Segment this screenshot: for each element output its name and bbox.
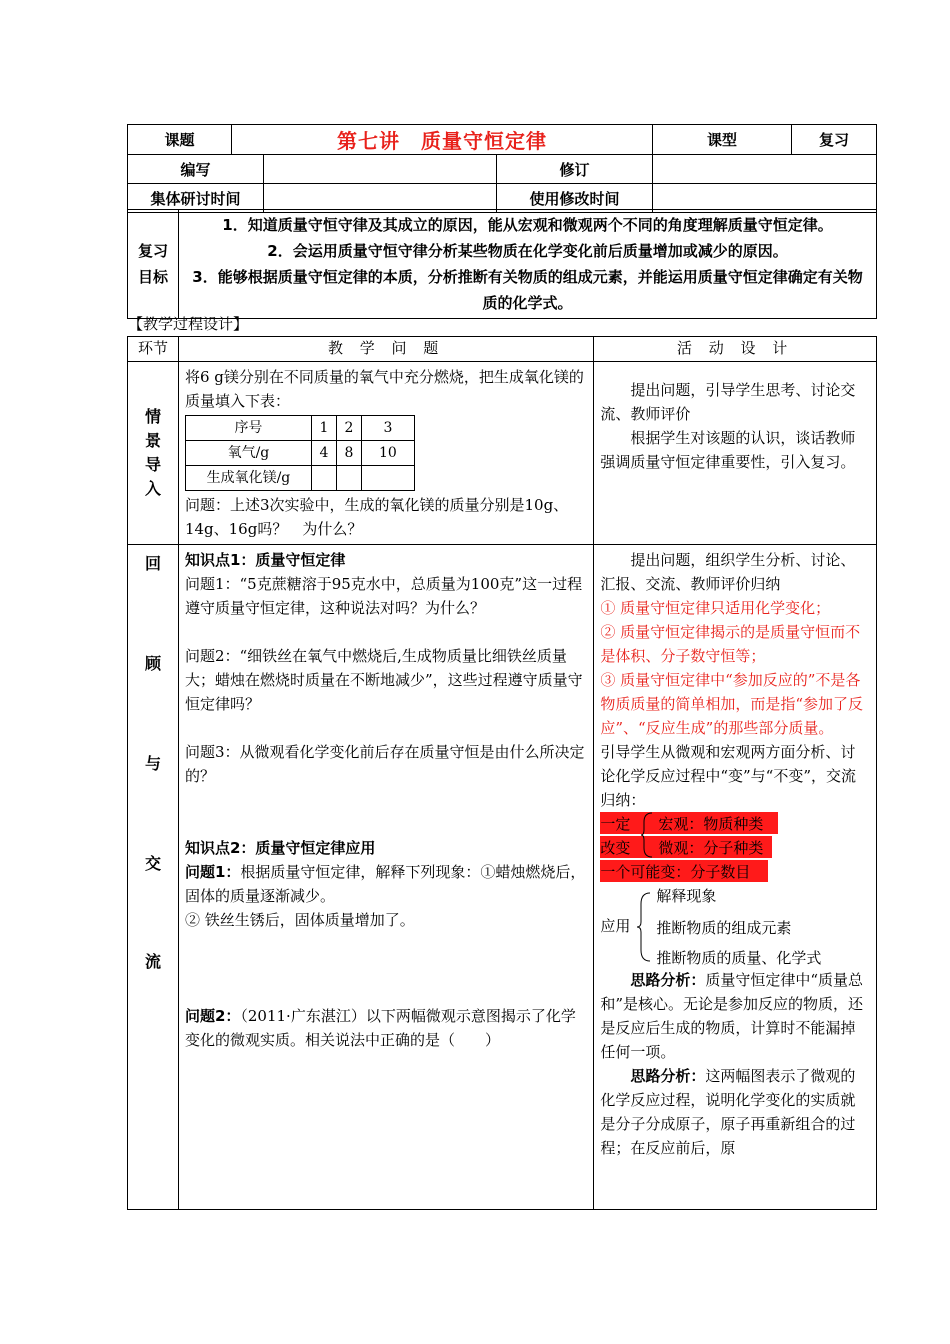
spacer bbox=[185, 932, 587, 1004]
act-red-3: ③ 质量守恒定律中“参加反应的”不是各物质质量的简单相加，而是指“参加了反应”、“反应生成”的那些部分质量。 bbox=[600, 671, 863, 737]
mg-td: 8 bbox=[336, 441, 361, 466]
design-section-title: 【教学过程设计】 bbox=[128, 315, 249, 333]
act-guide: 引导学生从微观和宏观两方面分析、讨论化学反应过程中“变”与“不变”，交流归纳： bbox=[600, 743, 857, 809]
review-label-char: 顾 bbox=[144, 654, 161, 673]
mg-td bbox=[311, 466, 336, 491]
kp2-q1 bbox=[185, 860, 587, 908]
subject-label: 课题 bbox=[128, 125, 232, 155]
intro-activity-2: 根据学生对该题的认识，谈话教师强调质量守恒定律重要性，引入复习。 bbox=[600, 429, 856, 471]
analysis-label-1: 思路分析： bbox=[630, 971, 706, 989]
revise-label: 修订 bbox=[497, 155, 653, 184]
act-intro: 提出问题，组织学生分析、讨论、汇报、交流、教师评价归纳 bbox=[600, 551, 856, 593]
review-label bbox=[128, 545, 179, 1210]
review-label-char: 交 bbox=[144, 854, 161, 873]
intro-activity-cell bbox=[594, 362, 877, 545]
mg-th: 序号 bbox=[185, 416, 311, 441]
use-time-label: 使用修改时间 bbox=[497, 184, 653, 213]
mg-td: 生成氧化镁/g bbox=[185, 466, 311, 491]
spacer bbox=[185, 716, 587, 740]
mg-td: 10 bbox=[361, 441, 414, 466]
spacer bbox=[185, 788, 587, 836]
type-value: 复习 bbox=[792, 125, 877, 155]
apply-2: 推断物质的组成元素 bbox=[656, 919, 792, 937]
analysis-2: 这两幅图表示了微观的化学反应过程，说明化学变化的实质就是分子分成原子，原子再重新组合的过程；在反应前后，原 bbox=[600, 1067, 856, 1157]
goal-item: 2．会运用质量守恒守律分析某些物质在化学变化前后质量增加或减少的原因。 bbox=[267, 242, 788, 260]
apply-bracket bbox=[600, 884, 870, 968]
brace-icon bbox=[640, 812, 654, 858]
kp2-q1b: ② 铁丝生锈后，固体质量增加了。 bbox=[184, 911, 415, 929]
goals-table bbox=[127, 209, 877, 319]
kp1-q3: 问题3：从微观看化学变化前后存在质量守恒是由什么所决定的？ bbox=[184, 743, 585, 785]
mg-th: 1 bbox=[311, 416, 336, 441]
intro-question: 问题：上述3次实验中，生成的氧化镁的质量分别是10g、14g、16g吗？ 为什么？ bbox=[184, 496, 569, 538]
intro-label-char: 导 bbox=[144, 455, 161, 474]
act-red-2: ② 质量守恒定律揭示的是质量守恒而不是体积、分子数守恒等； bbox=[600, 623, 861, 665]
group-time-label: 集体研讨时间 bbox=[128, 184, 264, 213]
bracket-2-left: 改变 bbox=[600, 839, 631, 857]
bracket-3: 一个可能变：分子数目 bbox=[600, 863, 751, 881]
intro-label bbox=[128, 362, 179, 545]
kp2-q2-text: （2011·广东湛江）以下两幅微观示意图揭示了化学变化的微观实质。相关说法中正确的是（ ） bbox=[184, 1007, 576, 1049]
goals-label-line2: 目标 bbox=[137, 268, 168, 286]
review-label-char: 与 bbox=[144, 754, 161, 773]
kp2-q1-text: 根据质量守恒定律，解释下列现象：①蜡烛燃烧后，固体的质量逐渐减少。 bbox=[184, 863, 586, 905]
mg-td bbox=[361, 466, 414, 491]
col-question: 教 学 问 题 bbox=[178, 337, 593, 362]
revise-value bbox=[653, 155, 877, 184]
kp2-q1-label: 问题1： bbox=[184, 863, 241, 881]
kp2-q2 bbox=[185, 1004, 587, 1052]
col-activity: 活 动 设 计 bbox=[594, 337, 877, 362]
goals-label bbox=[128, 210, 179, 319]
intro-label-char: 景 bbox=[144, 431, 161, 450]
mg-th: 3 bbox=[361, 416, 414, 441]
analysis-label-2: 思路分析： bbox=[630, 1067, 706, 1085]
lesson-title: 第七讲 质量守恒定律 bbox=[232, 125, 653, 155]
lesson-header-table bbox=[127, 124, 877, 213]
analysis-1: 质量守恒定律中“质量总和”是核心。无论是参加反应的物质，还是反应后生成的物质，计算时不能漏掉任何一项。 bbox=[600, 971, 864, 1061]
process-table bbox=[127, 336, 877, 1210]
kp2-q2-label: 问题2： bbox=[184, 1007, 241, 1025]
brace-icon bbox=[636, 892, 652, 962]
goal-item: 3．能够根据质量守恒定律的本质，分析推断有关物质的组成元素，并能运用质量守恒定律确定有关物质的化学式。 bbox=[192, 268, 863, 312]
intro-question-cell bbox=[178, 362, 593, 545]
author-value bbox=[264, 155, 497, 184]
mg-td: 4 bbox=[311, 441, 336, 466]
change-bracket bbox=[600, 812, 870, 884]
intro-label-char: 入 bbox=[144, 479, 161, 498]
apply-label: 应用 bbox=[600, 917, 631, 935]
review-activity-cell bbox=[594, 545, 877, 1210]
review-label-char: 回 bbox=[144, 554, 161, 573]
intro-text: 将6 g镁分别在不同质量的氧气中充分燃烧，把生成氧化镁的质量填入下表： bbox=[184, 368, 584, 410]
mg-td bbox=[336, 466, 361, 491]
type-label: 课型 bbox=[653, 125, 792, 155]
mg-th: 2 bbox=[336, 416, 361, 441]
kp2-title: 知识点2：质量守恒定律应用 bbox=[184, 839, 376, 857]
mg-table bbox=[185, 415, 415, 491]
kp1-q2: 问题2：“细铁丝在氧气中燃烧后,生成物质量比细铁丝质量大；蜡烛在燃烧时质量在不断地减少”，这些过程遵守质量守恒定律吗？ bbox=[184, 647, 583, 713]
goal-item: 1．知道质量守恒守律及其成立的原因，能从宏观和微观两个不同的角度理解质量守恒定律。 bbox=[222, 216, 833, 234]
bracket-1-right: 宏观：物质种类 bbox=[658, 815, 764, 833]
col-stage: 环节 bbox=[128, 337, 179, 362]
intro-label-char: 情 bbox=[144, 407, 161, 426]
apply-3: 推断物质的质量、化学式 bbox=[656, 949, 822, 967]
spacer bbox=[185, 620, 587, 644]
bracket-2-right: 微观：分子种类 bbox=[658, 839, 764, 857]
goals-label-line1: 复习 bbox=[137, 242, 168, 260]
kp1-title: 知识点1：质量守恒定律 bbox=[184, 551, 346, 569]
intro-activity-1: 提出问题，引导学生思考、讨论交流、教师评价 bbox=[600, 381, 856, 423]
review-label-char: 流 bbox=[144, 952, 161, 971]
goals-text bbox=[179, 210, 877, 319]
review-question-cell bbox=[178, 545, 593, 1210]
bracket-1-left: 一定 bbox=[600, 815, 631, 833]
act-red-1: ① 质量守恒定律只适用化学变化； bbox=[600, 599, 831, 617]
apply-1: 解释现象 bbox=[656, 887, 717, 905]
kp1-q1: 问题1：“5克蔗糖溶于95克水中，总质量为100克”这一过程遵守质量守恒定律，这种说法对吗？为什么？ bbox=[184, 575, 583, 617]
mg-td: 氧气/g bbox=[185, 441, 311, 466]
author-label: 编写 bbox=[128, 155, 264, 184]
